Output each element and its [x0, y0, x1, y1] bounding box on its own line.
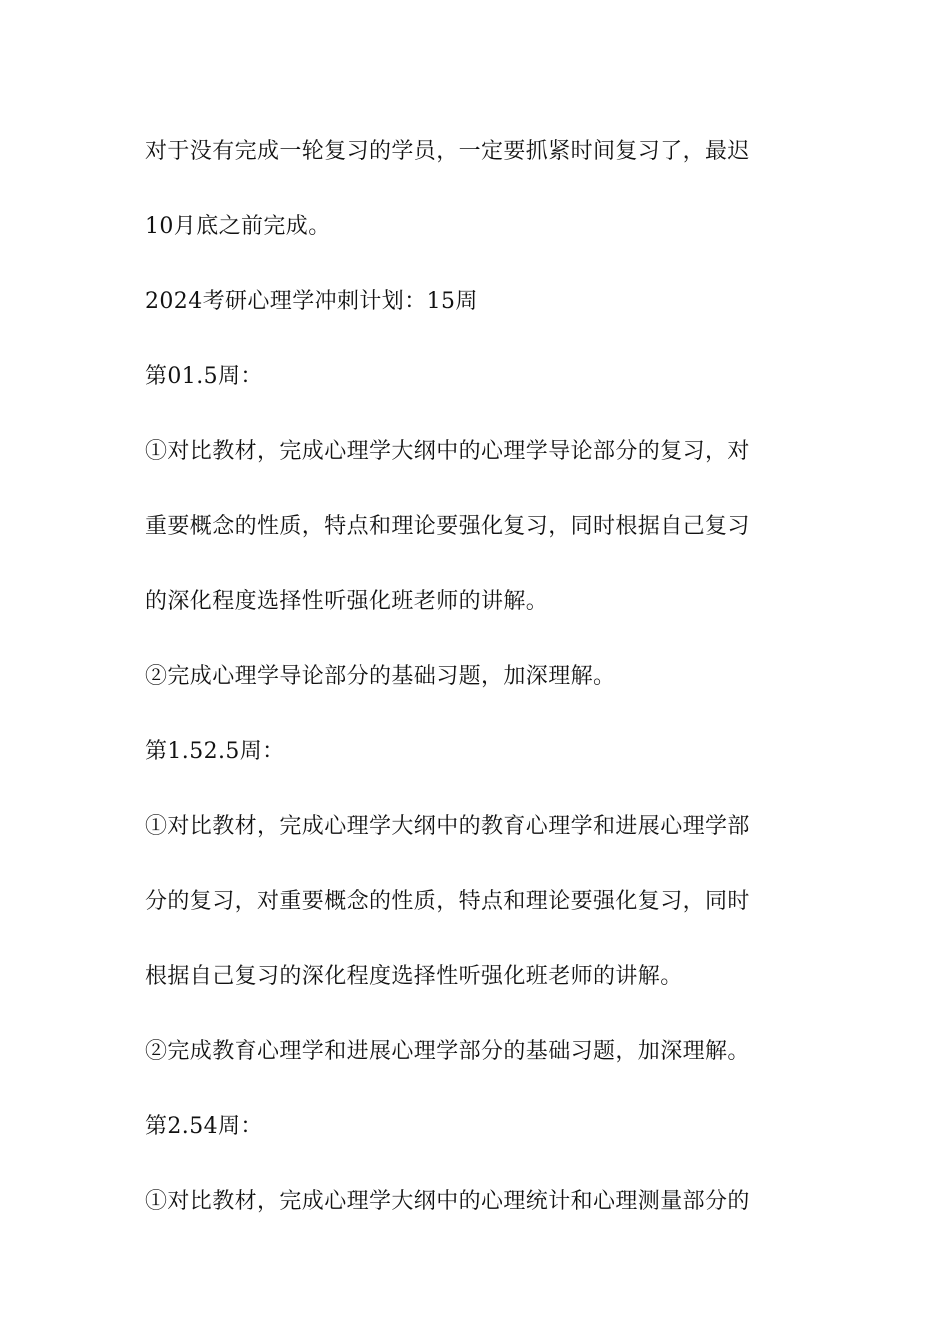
section-heading: 2024考研心理学冲刺计划：15周: [145, 289, 478, 314]
text-line: ②完成教育心理学和进展心理学部分的基础习题，加深理解。: [145, 1039, 750, 1064]
text-line: 的深化程度选择性听强化班老师的讲解。: [145, 589, 549, 614]
document-body: [145, 133, 810, 1258]
text-line: 对于没有完成一轮复习的学员，一定要抓紧时间复习了，最迟: [145, 139, 750, 164]
text-line: 根据自己复习的深化程度选择性听强化班老师的讲解。: [145, 964, 683, 989]
week-heading: 第1.52.5周：: [145, 739, 285, 764]
text-line: 重要概念的性质，特点和理论要强化复习，同时根据自己复习: [145, 514, 750, 539]
text-line: ②完成心理学导论部分的基础习题，加深理解。: [145, 664, 616, 689]
week-heading: 第2.54周：: [145, 1114, 263, 1139]
text-line: 分的复习，对重要概念的性质，特点和理论要强化复习，同时: [145, 889, 750, 914]
text-line: ①对比教材，完成心理学大纲中的心理学导论部分的复习，对: [145, 439, 750, 464]
text-line: 10月底之前完成。: [145, 214, 331, 239]
text-line: ①对比教材，完成心理学大纲中的教育心理学和进展心理学部: [145, 814, 750, 839]
text-line: ①对比教材，完成心理学大纲中的心理统计和心理测量部分的: [145, 1189, 750, 1214]
week-heading: 第01.5周：: [145, 364, 263, 389]
